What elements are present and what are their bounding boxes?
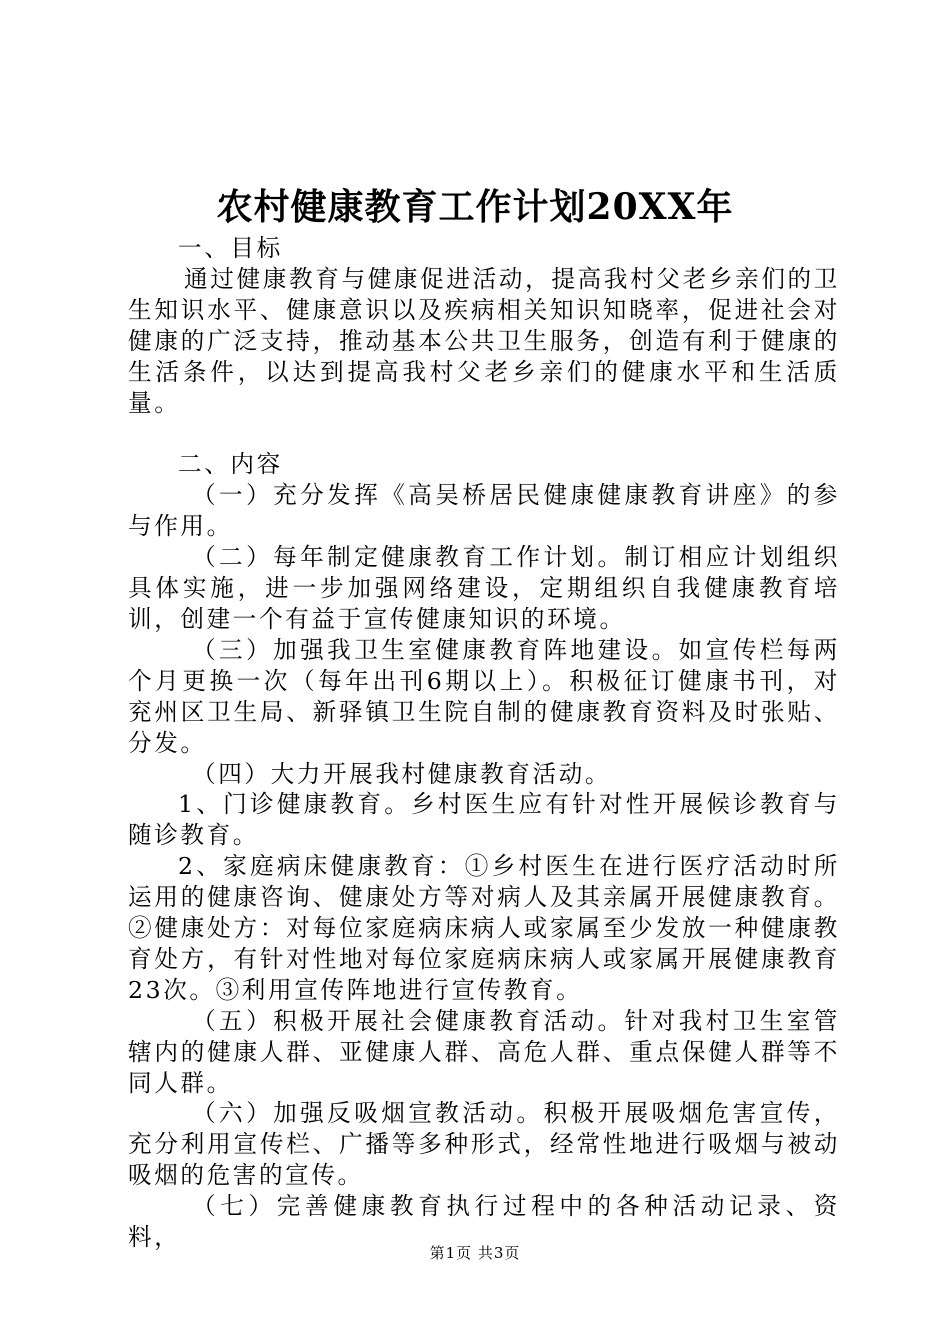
section-heading-content: 二、内容 [178, 450, 283, 479]
document-body [128, 233, 840, 1253]
paragraph-subitem-1: 1、门诊健康教育。乡村医生应有针对性开展候诊教育与随诊教育。 [128, 790, 840, 850]
paragraph-item-7: （七）完善健康教育执行过程中的各种活动记录、资料， [128, 1192, 840, 1252]
paragraph-spacer [128, 418, 840, 449]
paragraph-item-4: （四）大力开展我村健康教育活动。 [192, 759, 612, 788]
paragraph-goal: 通过健康教育与健康促进活动，提高我村父老乡亲们的卫生知识水平、健康意识以及疾病相关知识知晓率，促进社会对健康的广泛支持，推动基本公共卫生服务，创造有利于健康的生活条件，以达到提高我村父老乡亲们的健康水平和生活质量。 [128, 264, 840, 417]
paragraph-item-3: （三）加强我卫生室健康教育阵地建设。如宣传栏每两个月更换一次（每年出刊6期以上）。积极征订健康书刊，对兖州区卫生局、新驿镇卫生院自制的健康教育资料及时张贴、分发。 [128, 635, 840, 757]
paragraph-item-6: （六）加强反吸烟宣教活动。积极开展吸烟危害宣传，充分利用宣传栏、广播等多种形式，经常性地进行吸烟与被动吸烟的危害的宣传。 [128, 1099, 840, 1190]
paragraph-item-5: （五）积极开展社会健康教育活动。针对我村卫生室管辖内的健康人群、亚健康人群、高危人群、重点保健人群等不同人群。 [128, 1006, 840, 1097]
document-title: 农村健康教育工作计划20XX年 [216, 186, 734, 228]
section-heading-goal: 一、目标 [178, 234, 283, 262]
paragraph-item-1: （一）充分发挥《高吴桥居民健康健康教育讲座》的参与作用。 [128, 481, 840, 541]
paragraph-subitem-2: 2、家庭病床健康教育：①乡村医生在进行医疗活动时所运用的健康咨询、健康处方等对病人及其亲属开展健康教育。②健康处方：对每位家庭病床病人或家属至少发放一种健康教育处方，有针对性地对每位家庭病床病人或家属开展健康教育23次。③利用宣传阵地进行宣传教育。 [128, 852, 840, 1004]
page-number-footer: 第1页 共3页 [429, 1244, 521, 1262]
paragraph-item-2: （二）每年制定健康教育工作计划。制订相应计划组织具体实施，进一步加强网络建设，定期组织自我健康教育培训，创建一个有益于宣传健康知识的环境。 [128, 543, 840, 633]
